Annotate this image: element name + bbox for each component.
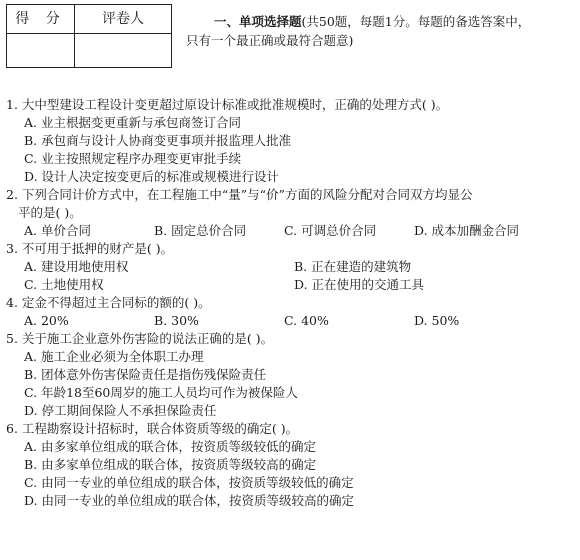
question-2 [6, 186, 576, 240]
option-c: C. 40% [284, 313, 329, 328]
option-a: A. 单价合同 [24, 223, 91, 238]
section-title: 一、单项选择题 [214, 14, 302, 29]
option-c: C. 可调总价合同 [284, 223, 377, 238]
question-stem: 3. 不可用于抵押的财产是( )。 [6, 241, 174, 256]
option-c: C. 年龄18至60周岁的施工人员均可作为被保险人 [24, 385, 298, 400]
option-a: A. 建设用地使用权 [24, 259, 129, 274]
option-b: B. 团体意外伤害保险责任是指伤残保险责任 [24, 367, 267, 382]
option-b: B. 承包商与设计人协商变更事项并报监理人批准 [24, 133, 292, 148]
option-b: B. 30% [154, 313, 199, 328]
question-stem-cont: 平的是( )。 [18, 205, 82, 220]
question-1 [6, 96, 576, 186]
option-c: C. 由同一专业的单位组成的联合体，按资质等级较低的确定 [24, 475, 354, 490]
option-d: D. 停工期间保险人不承担保险责任 [24, 403, 217, 418]
option-b: B. 由多家单位组成的联合体，按资质等级较高的确定 [24, 457, 317, 472]
option-b: B. 正在建造的建筑物 [294, 259, 412, 274]
question-stem: 2. 下列合同计价方式中，在工程施工中“量”与“价”方面的风险分配对合同双方均显公 [6, 187, 473, 202]
option-c: C. 业主按照规定程序办理变更审批手续 [24, 151, 242, 166]
option-a: A. 业主根据变更重新与承包商签订合同 [24, 115, 241, 130]
question-6 [6, 420, 576, 510]
question-stem: 1. 大中型建设工程设计变更超过原设计标准或批准规模时，正确的处理方式( )。 [6, 97, 449, 112]
section-desc-1: (共50题，每题1分。每题的备选答案中， [301, 14, 531, 29]
question-list [6, 96, 576, 510]
question-stem: 5. 关于施工企业意外伤害险的说法正确的是( )。 [6, 331, 274, 346]
grader-label: 评卷人 [102, 11, 144, 27]
question-stem: 6. 工程勘察设计招标时，联合体资质等级的确定( )。 [6, 421, 299, 436]
option-row [6, 222, 576, 240]
option-b: B. 固定总价合同 [154, 223, 247, 238]
question-4 [6, 294, 576, 330]
option-d: D. 成本加酬金合同 [414, 223, 520, 238]
question-3 [6, 240, 576, 294]
question-5 [6, 330, 576, 420]
option-row [6, 276, 576, 294]
option-d: D. 正在使用的交通工具 [294, 277, 425, 292]
score-label: 得 分 [15, 11, 66, 27]
option-row [6, 312, 576, 330]
option-a: A. 由多家单位组成的联合体，按资质等级较低的确定 [24, 439, 316, 454]
section-desc-2: 只有一个最正确或最符合题意) [186, 33, 354, 48]
section-header [186, 12, 576, 50]
option-d: D. 50% [414, 313, 460, 328]
option-a: A. 施工企业必须为全体职工办理 [24, 349, 204, 364]
option-row [6, 258, 576, 276]
option-d: D. 由同一专业的单位组成的联合体，按资质等级较高的确定 [24, 493, 355, 508]
option-d: D. 设计人决定按变更后的标准或规模进行设计 [24, 169, 280, 184]
score-table [6, 4, 172, 68]
question-stem: 4. 定金不得超过主合同标的额的( )。 [6, 295, 211, 310]
option-a: A. 20% [24, 313, 69, 328]
option-c: C. 土地使用权 [24, 277, 104, 292]
